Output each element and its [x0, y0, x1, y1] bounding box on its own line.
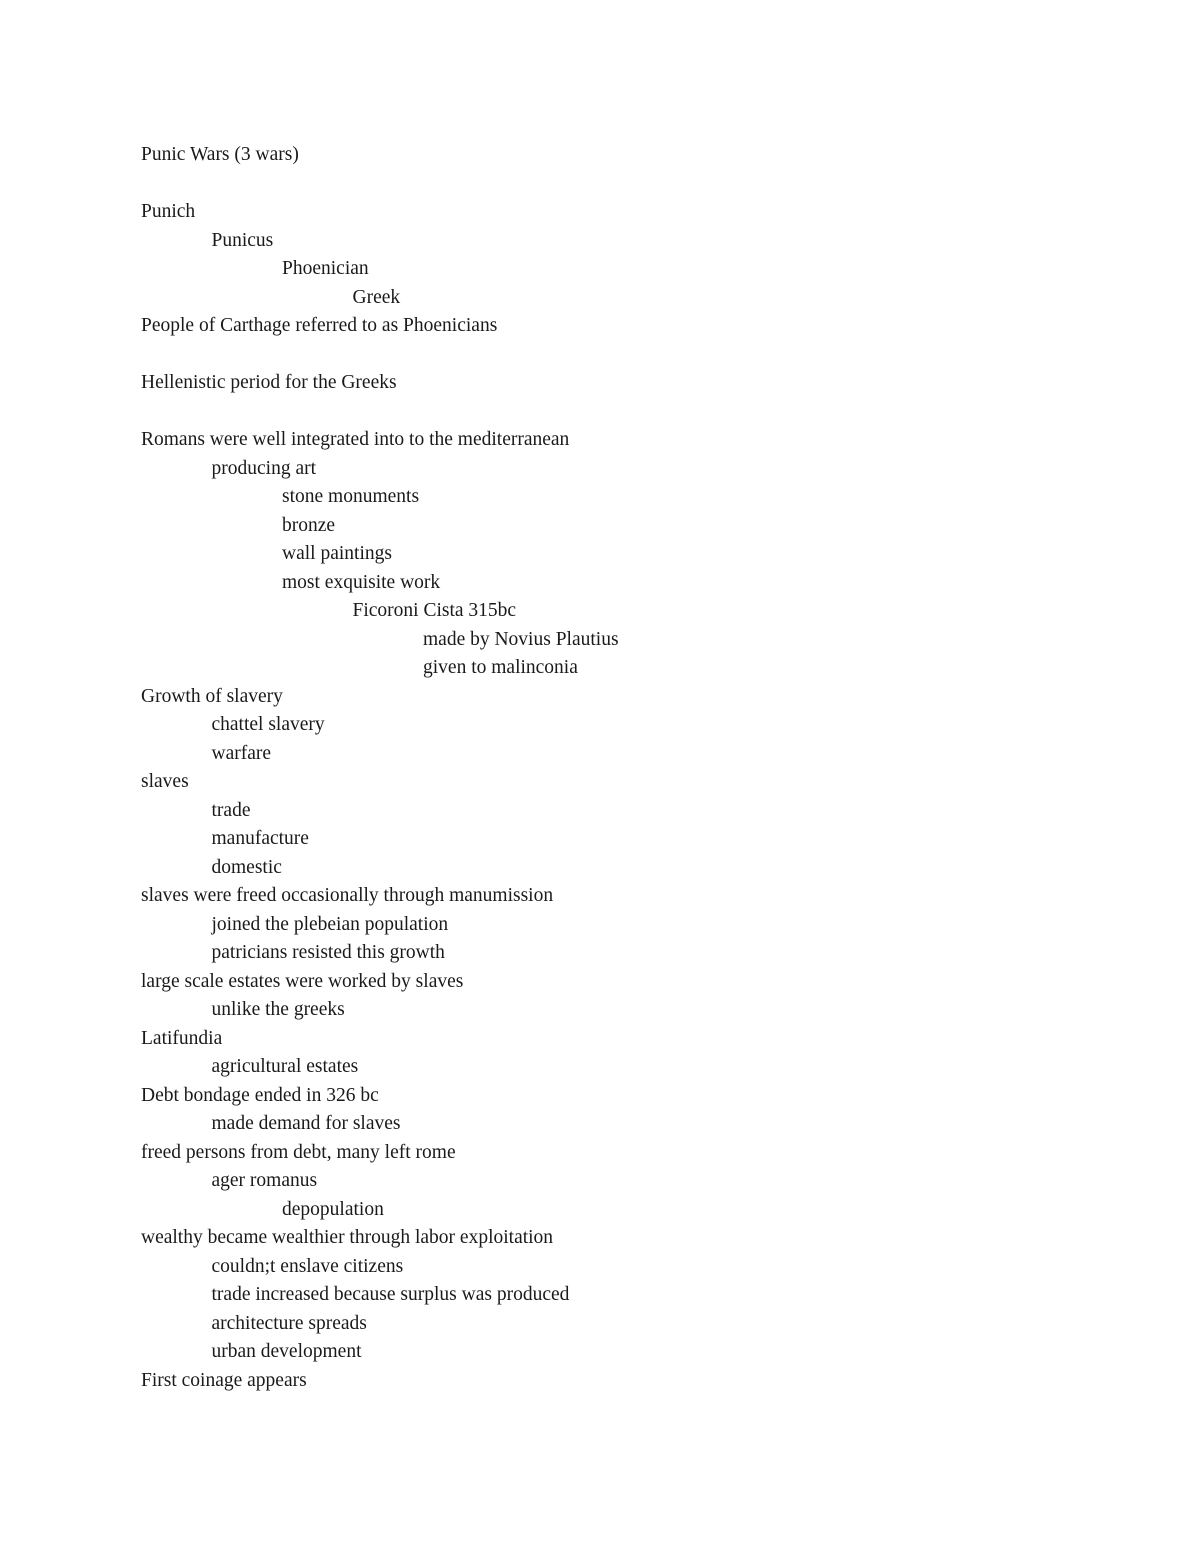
note-line: Romans were well integrated into to the mediterranean — [141, 429, 570, 450]
note-line: Growth of slavery — [141, 685, 283, 707]
note-line: First coinage appears — [141, 1369, 307, 1391]
note-line: ager romanus — [211, 1170, 318, 1191]
note-line: Latifundia — [141, 1027, 223, 1049]
note-line: producing art — [211, 457, 317, 479]
note-line: warfare — [211, 742, 272, 764]
note-line: People of Carthage referred to as Phoenicians — [141, 315, 498, 336]
note-line: most exquisite work — [282, 571, 441, 593]
blank-line — [141, 341, 1121, 370]
note-line: Hellenistic period for the Greeks — [141, 372, 397, 393]
note-line: bronze — [282, 514, 336, 536]
note-line: Punich — [141, 201, 196, 222]
blank-line — [141, 398, 1121, 427]
note-line: joined the plebeian population — [211, 913, 449, 935]
note-line: Debt bondage ended in 326 bc — [141, 1084, 379, 1106]
note-line: made by Novius Plautius — [423, 628, 619, 650]
note-line: manufacture — [211, 828, 309, 849]
notes-body — [141, 141, 1121, 1395]
note-line: Punicus — [211, 229, 274, 251]
note-line: stone monuments — [282, 486, 420, 507]
note-line: chattel slavery — [211, 714, 325, 735]
note-line: urban development — [211, 1341, 362, 1362]
note-line: Punic Wars (3 wars) — [141, 144, 299, 165]
note-line: wall paintings — [282, 543, 392, 564]
note-line: domestic — [211, 856, 282, 878]
note-line: Greek — [352, 286, 401, 308]
blank-line — [141, 170, 1121, 199]
note-line: trade — [211, 799, 251, 821]
note-line: slaves — [141, 771, 189, 792]
note-line: trade increased because surplus was produced — [211, 1284, 570, 1305]
note-line: slaves were freed occasionally through manumission — [141, 885, 554, 906]
note-line: large scale estates were worked by slaves — [141, 970, 464, 992]
note-line: made demand for slaves — [211, 1113, 401, 1134]
note-line: Ficoroni Cista 315bc — [352, 600, 517, 621]
note-line: patricians resisted this growth — [211, 942, 445, 963]
note-line: unlike the greeks — [211, 999, 345, 1020]
note-line: architecture spreads — [211, 1312, 367, 1334]
note-line: depopulation — [282, 1198, 384, 1220]
note-line: Phoenician — [282, 258, 369, 279]
note-line: couldn;t enslave citizens — [211, 1255, 404, 1277]
note-line: wealthy became wealthier through labor exploitation — [141, 1227, 554, 1248]
note-line: given to malinconia — [423, 657, 578, 678]
note-line: agricultural estates — [211, 1056, 359, 1077]
note-line: freed persons from debt, many left rome — [141, 1141, 456, 1163]
